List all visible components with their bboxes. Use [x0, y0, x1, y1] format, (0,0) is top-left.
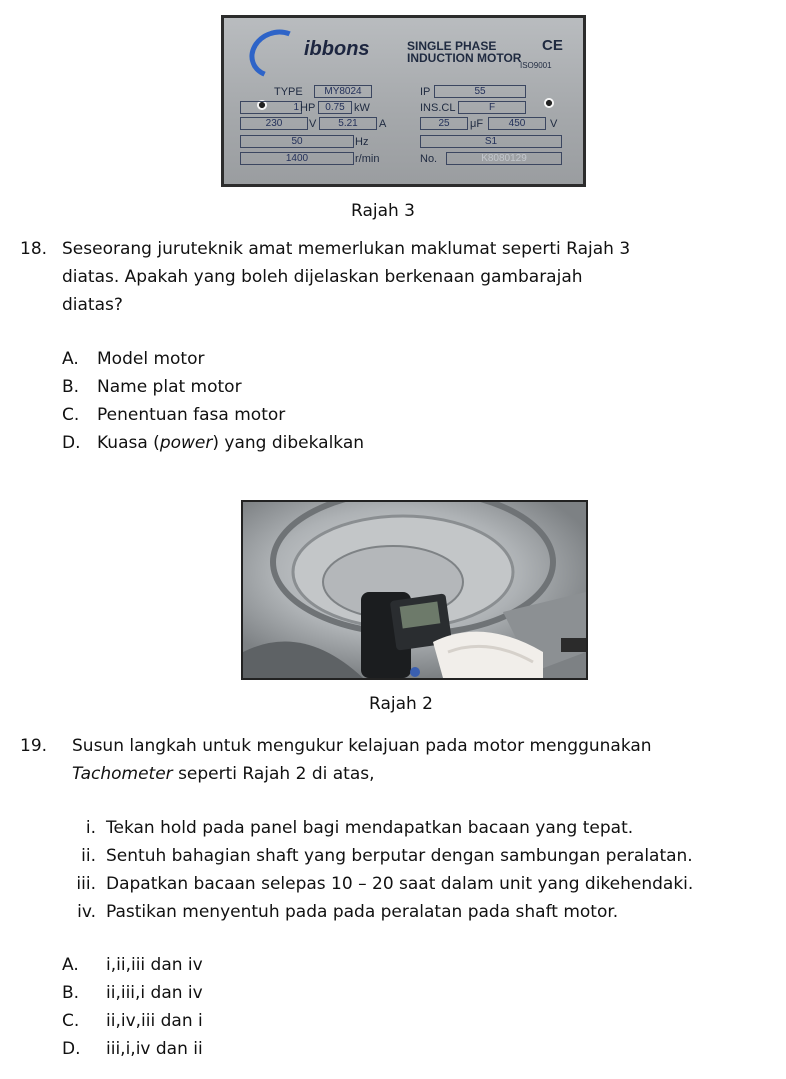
no-label: No. [420, 153, 438, 165]
option-text-emphasis: power [159, 433, 213, 453]
phase-line-1: SINGLE PHASE [407, 39, 497, 53]
q19-line-2-rest: seperti Rajah 2 di atas, [172, 764, 375, 784]
ip-label: IP [420, 86, 431, 98]
step-number: i. [85, 818, 96, 838]
option-letter: B. [62, 983, 80, 1003]
option-letter: B. [62, 377, 80, 397]
tachometer-illustration [243, 502, 586, 678]
figure3-caption: Rajah 3 [351, 201, 415, 221]
duty-value: S1 [420, 135, 562, 148]
q19-number: 19. [20, 736, 48, 756]
inscl-value: F [458, 101, 526, 114]
hp-value: 1 [240, 101, 302, 114]
rpm-value: 1400 [240, 152, 354, 165]
phase-line-2: INDUCTION MOTOR [407, 51, 522, 65]
inscl-label: INS.CL [420, 102, 456, 114]
option-text: ii,iv,iii dan i [106, 1011, 203, 1031]
q19-option-b [62, 983, 203, 1003]
cap-volt-value: 450 [488, 117, 546, 130]
q19-line-2 [72, 763, 375, 785]
iso-mark: ISO9001 [520, 61, 552, 70]
freq-value: 50 [240, 135, 354, 148]
q18-line-3: diatas? [62, 295, 123, 315]
option-text: Name plat motor [97, 377, 242, 397]
q19-step-4 [62, 902, 618, 922]
q18-option-a [62, 349, 204, 369]
option-text: Penentuan fasa motor [97, 405, 286, 425]
step-number: ii. [81, 846, 96, 866]
brand-logo-swoosh [242, 22, 311, 86]
figure2-caption: Rajah 2 [369, 694, 433, 714]
type-label: TYPE [274, 86, 303, 98]
q19-step-1 [62, 818, 633, 838]
amp-value: 5.21 [319, 117, 377, 130]
q18-line-2: diatas. Apakah yang boleh dijelaskan berkenaan gambarajah [62, 267, 583, 287]
option-text-post: ) yang dibekalkan [212, 433, 365, 453]
cap-label: μF [470, 118, 484, 130]
q19-line-1: Susun langkah untuk mengukur kelajuan pada motor menggunakan [72, 736, 652, 756]
serial-value: K8080129 [446, 152, 562, 165]
step-number: iv. [77, 902, 96, 922]
ce-mark: CE [542, 37, 563, 54]
q18-option-c [62, 405, 285, 425]
option-text: ii,iii,i dan iv [106, 983, 203, 1003]
freq-label: Hz [355, 136, 369, 148]
q19-tachometer-term: Tachometer [72, 764, 173, 784]
step-text: Sentuh bahagian shaft yang berputar dengan sambungan peralatan. [106, 846, 693, 866]
q19-option-c [62, 1011, 203, 1031]
option-letter: A. [62, 955, 79, 975]
q19-option-d [62, 1039, 203, 1059]
type-value: MY8024 [314, 85, 372, 98]
q18-number: 18. [20, 239, 48, 259]
q18-option-b [62, 377, 242, 397]
volt-value: 230 [240, 117, 308, 130]
motor-nameplate-image [221, 15, 586, 187]
option-letter: C. [62, 1011, 80, 1031]
brand-name: ibbons [304, 38, 370, 60]
tachometer-photo [241, 500, 588, 680]
cap-value: 25 [420, 117, 468, 130]
screw-right [544, 98, 554, 108]
option-letter: D. [62, 433, 81, 453]
rpm-label: r/min [355, 153, 380, 165]
hp-label: HP [300, 102, 316, 114]
q18-line-1: Seseorang juruteknik amat memerlukan maklumat seperti Rajah 3 [62, 239, 631, 259]
cap-volt-label: V [550, 118, 558, 130]
ip-value: 55 [434, 85, 526, 98]
option-text: Model motor [97, 349, 205, 369]
option-letter: C. [62, 405, 80, 425]
step-text: Pastikan menyentuh pada pada peralatan pada shaft motor. [106, 902, 619, 922]
option-letter: D. [62, 1039, 81, 1059]
option-text-pre: Kuasa ( [97, 433, 160, 453]
step-text: Tekan hold pada panel bagi mendapatkan bacaan yang tepat. [106, 818, 634, 838]
q19-option-a [62, 955, 203, 975]
option-text: iii,i,iv dan ii [106, 1039, 203, 1059]
q18-option-d [62, 433, 364, 453]
q19-step-2 [62, 846, 693, 866]
step-text: Dapatkan bacaan selepas 10 – 20 saat dalam unit yang dikehendaki. [106, 874, 694, 894]
kw-label: kW [354, 102, 370, 114]
amp-label: A [379, 118, 387, 130]
option-text: i,ii,iii dan iv [106, 955, 203, 975]
volt-label: V [309, 118, 317, 130]
step-number: iii. [76, 874, 96, 894]
kw-value: 0.75 [318, 101, 352, 114]
option-letter: A. [62, 349, 79, 369]
q19-step-3 [62, 874, 693, 894]
